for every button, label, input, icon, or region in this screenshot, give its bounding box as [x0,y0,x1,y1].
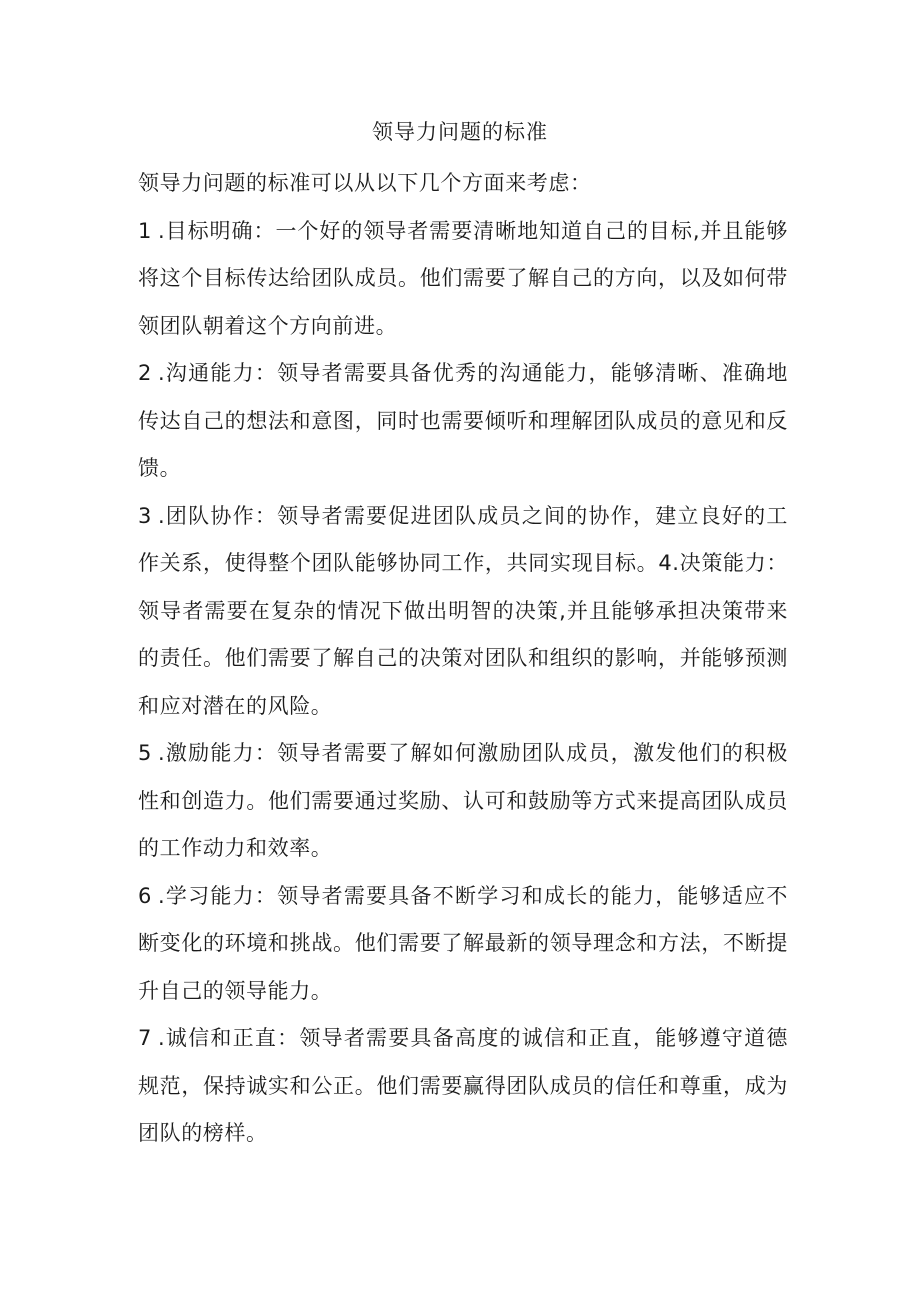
item-text: .学习能力：领导者需要具备不断学习和成长的能力，能够适应不断变化的环境和挑战。他们需要了解最新的领导理念和方法，不断提升自己的领导能力。 [138,883,788,1003]
item-text: .沟通能力：领导者需要具备优秀的沟通能力，能够清晰、准确地传达自己的想法和意图，同时也需要倾听和理解团队成员的意见和反馈。 [138,361,788,480]
item-number: 2 [138,361,152,385]
item-text: .激励能力：领导者需要了解如何激励团队成员，激发他们的积极性和创造力。他们需要通过奖励、认可和鼓励等方式来提高团队成员的工作动力和效率。 [138,741,788,860]
list-item [138,1015,788,1158]
list-item [138,350,788,493]
item-number: 3 [138,503,152,528]
item-text: .诚信和正直：领导者需要具备高度的诚信和正直，能够遵守道德规范，保持诚实和公正。他们需要赢得团队成员的信任和尊重，成为团队的榜样。 [138,1026,788,1145]
document-body [138,160,788,1158]
intro-paragraph: 领导力问题的标准可以从以下几个方面来考虑： [138,171,592,195]
list-item [138,873,788,1016]
list-item [138,493,788,731]
item-number: 1 [138,218,152,243]
item-number: 5 [138,741,152,765]
document-title: 领导力问题的标准 [372,120,548,144]
list-item [138,208,788,351]
item-number: 7 [138,1026,152,1050]
item-number: 6 [138,883,152,908]
list-item [138,730,788,873]
item-text: .目标明确：一个好的领导者需要清晰地知道自己的目标,并且能够将这个目标传达给团队成员。他们需要了解自己的方向，以及如何带领团队朝着这个方向前进。 [138,218,788,338]
item-text: .团队协作：领导者需要促进团队成员之间的协作，建立良好的工作关系，使得整个团队能够协同工作，共同实现目标。4.决策能力：领导者需要在复杂的情况下做出明智的决策,并且能够承担决策带来的责任。他们需要了解自己的决策对团队和组织的影响，并能够预测和应对潜在的风险。 [138,503,788,718]
